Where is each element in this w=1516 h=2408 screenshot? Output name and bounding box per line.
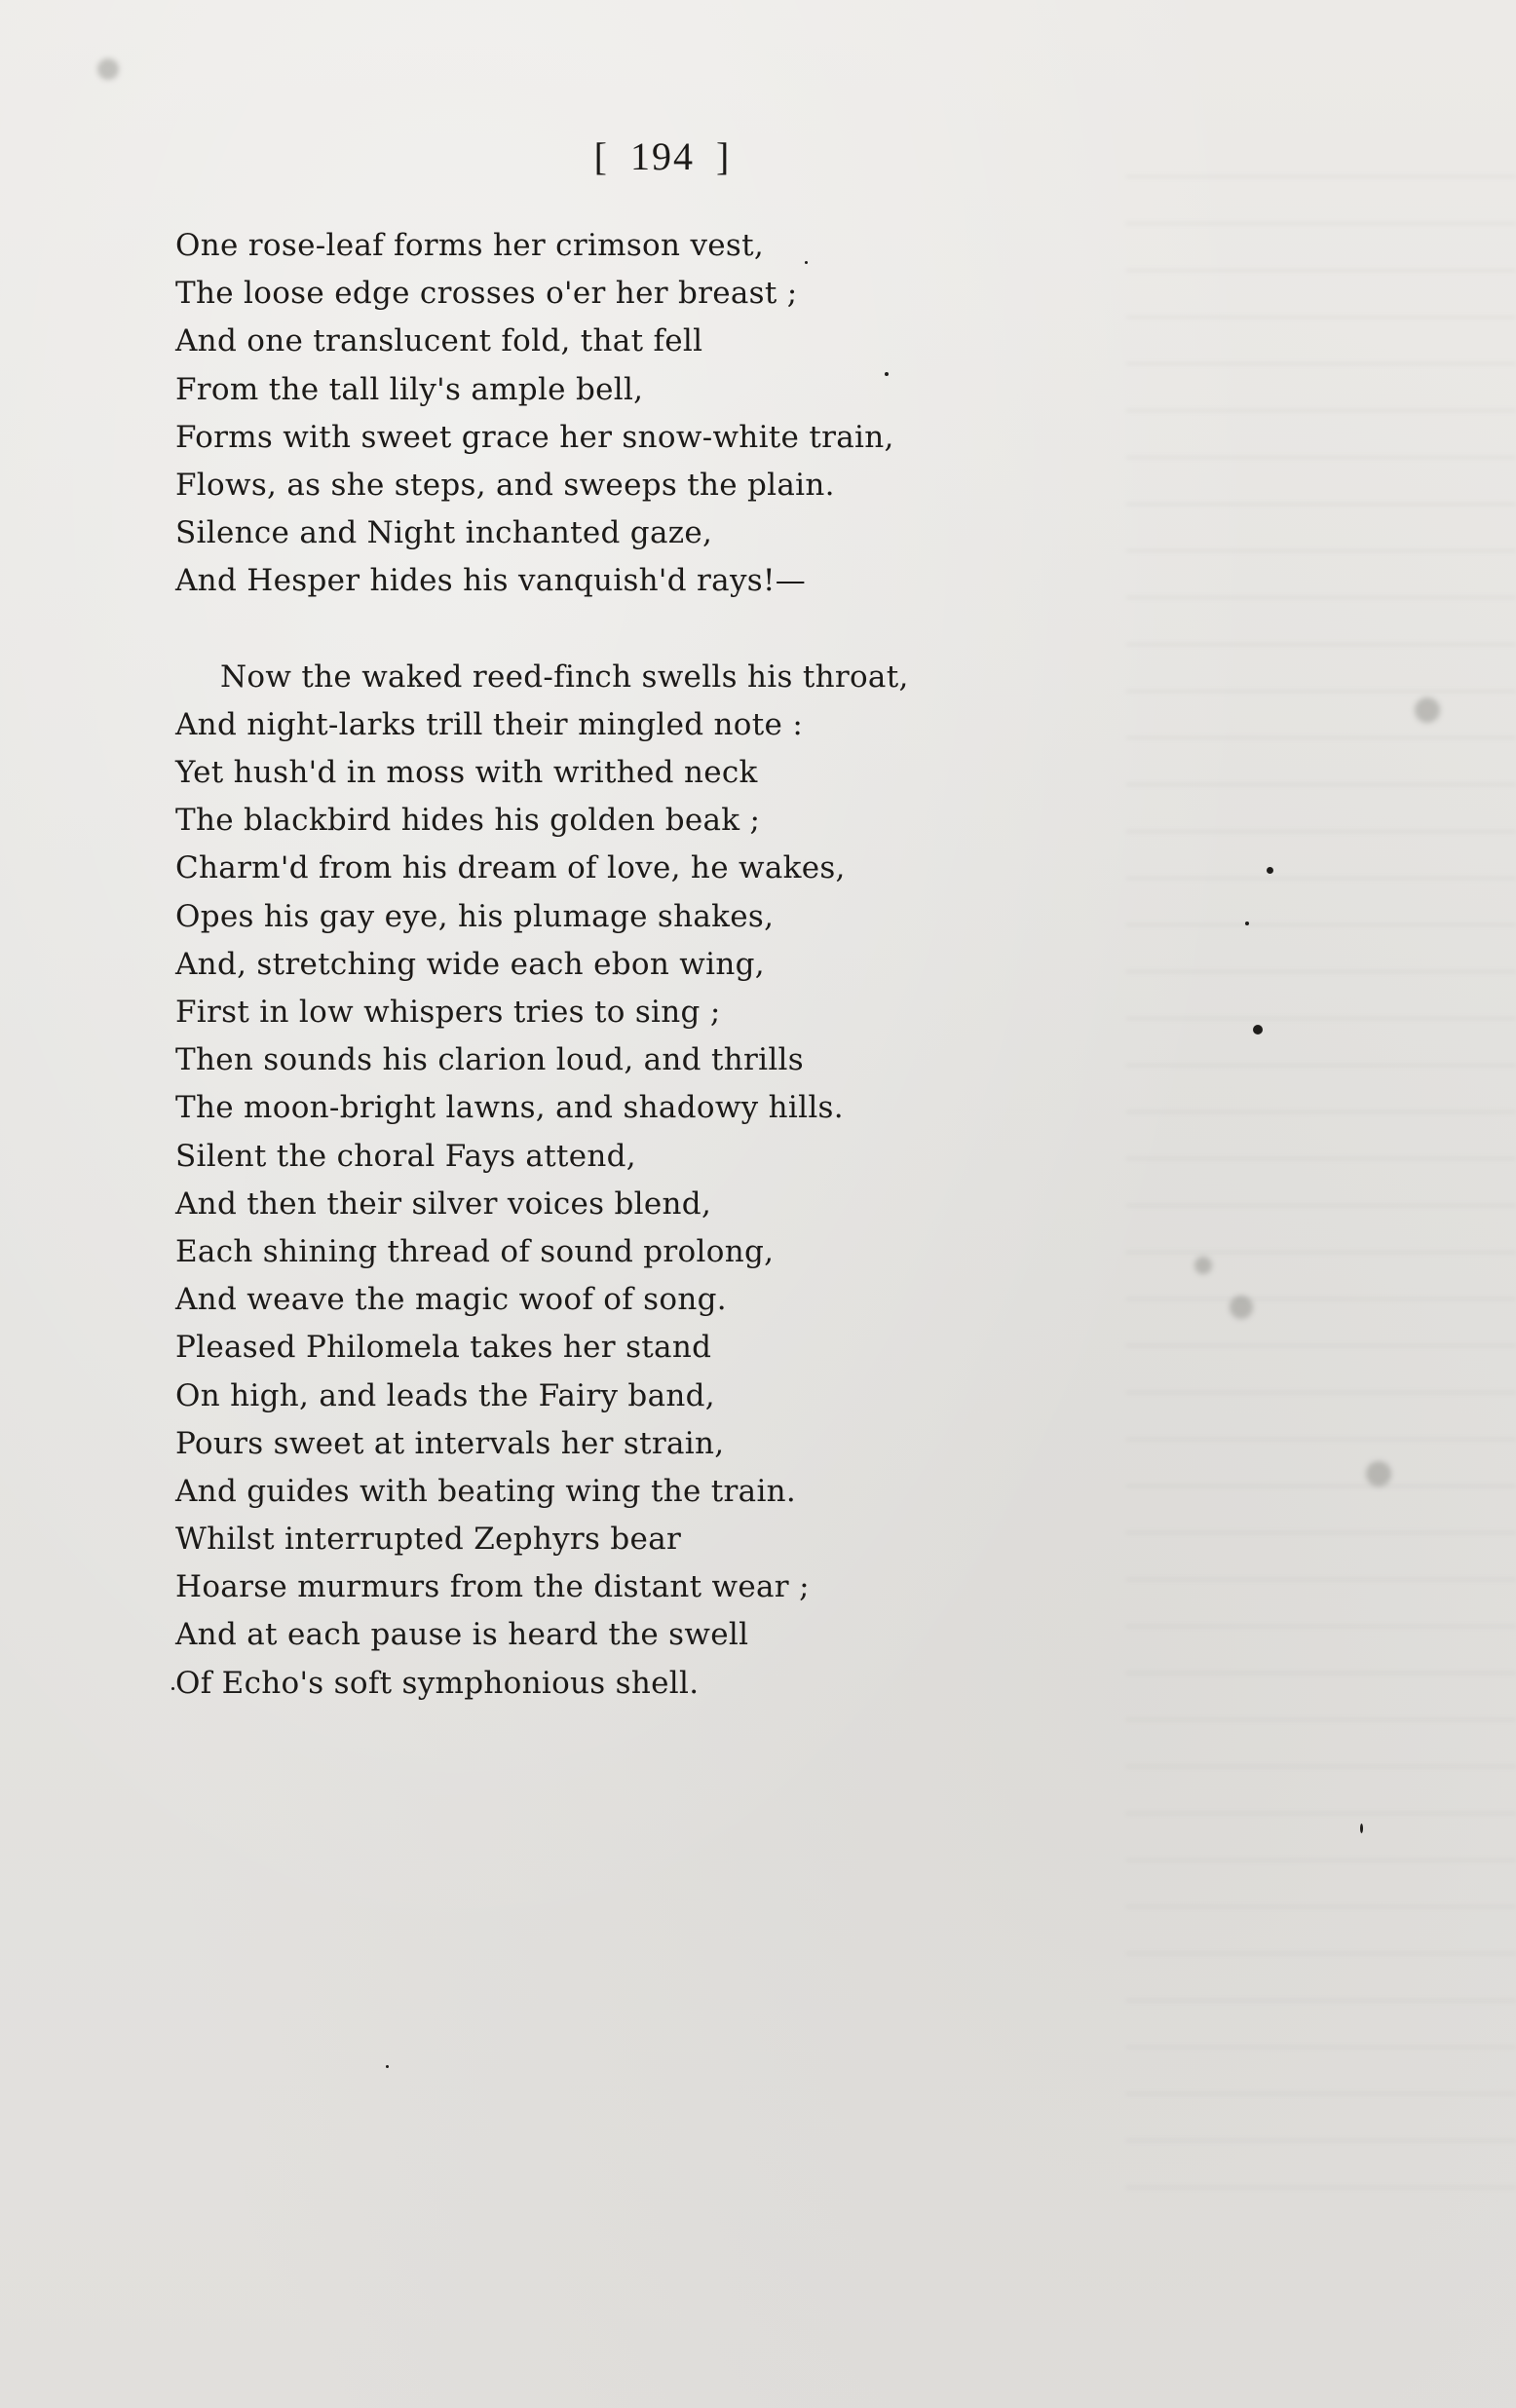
poem-line: Pleased Philomela takes her stand — [175, 1330, 712, 1366]
poem-line: Of Echo's soft symphonious shell. — [175, 1665, 700, 1701]
poem-line: The blackbird hides his golden beak ; — [175, 803, 761, 839]
poem-line: The loose edge crosses o'er her breast ; — [175, 276, 798, 312]
poem-line: Flows, as she steps, and sweeps the plain. — [175, 467, 835, 503]
stanza-1 — [175, 222, 1247, 606]
poem-line: Forms with sweet grace her snow-white train, — [175, 419, 894, 455]
poem-line: Silent the choral Fays attend, — [175, 1138, 636, 1174]
foxing-spot — [97, 58, 119, 80]
poem-line: Now the waked reed-finch swells his throat, — [220, 658, 909, 695]
poem-line: Silence and Night inchanted gaze, — [175, 515, 713, 551]
bracket-left: [ — [593, 133, 609, 178]
poem-line: One rose-leaf forms her crimson vest, — [175, 228, 765, 263]
poem-line: And one translucent fold, that fell — [175, 323, 703, 359]
poem-line: Opes his gay eye, his plumage shakes, — [175, 898, 775, 934]
foxing-spot — [1366, 1461, 1391, 1486]
page-number: 194 — [630, 133, 695, 178]
poem-line: And Hesper hides his vanquish'd rays!— — [175, 563, 807, 599]
stanza-2 — [175, 654, 1247, 1708]
ink-speck — [1253, 1025, 1263, 1035]
poem-line: From the tall lily's ample bell, — [175, 371, 644, 407]
poem-line: Then sounds his clarion loud, and thrills — [175, 1042, 804, 1078]
poem-line: And then their silver voices blend, — [175, 1185, 712, 1222]
poem-line: Each shining thread of sound prolong, — [175, 1233, 775, 1269]
poem-line: And, stretching wide each ebon wing, — [175, 946, 765, 982]
ink-speck — [1360, 1824, 1363, 1833]
poem-line: Hoarse murmurs from the distant wear ; — [175, 1569, 810, 1605]
poem-line: Pours sweet at intervals her strain, — [175, 1425, 725, 1461]
poem-line: And at each pause is heard the swell — [175, 1617, 749, 1653]
poem-line: The moon-bright lawns, and shadowy hills. — [175, 1090, 844, 1126]
ink-speck — [386, 2065, 389, 2068]
ink-speck — [171, 1687, 174, 1690]
poem-line: And guides with beating wing the train. — [175, 1473, 797, 1509]
stanza-break — [175, 606, 1247, 654]
ink-speck — [1267, 867, 1273, 874]
poem-line: And weave the magic woof of song. — [175, 1282, 727, 1318]
page-header — [546, 125, 779, 187]
poem-line: On high, and leads the Fairy band, — [175, 1377, 715, 1413]
poem-line: Charm'd from his dream of love, he wakes, — [175, 850, 846, 886]
foxing-spot — [1415, 697, 1440, 723]
poem-line: Yet hush'd in moss with writhed neck — [175, 755, 758, 791]
bracket-right: ] — [716, 133, 732, 178]
poem-line: Whilst interrupted Zephyrs bear — [175, 1522, 682, 1558]
poem-text — [175, 222, 1247, 1708]
poem-line: First in low whispers tries to sing ; — [175, 995, 721, 1030]
poem-line: And night-larks trill their mingled note : — [175, 706, 804, 742]
